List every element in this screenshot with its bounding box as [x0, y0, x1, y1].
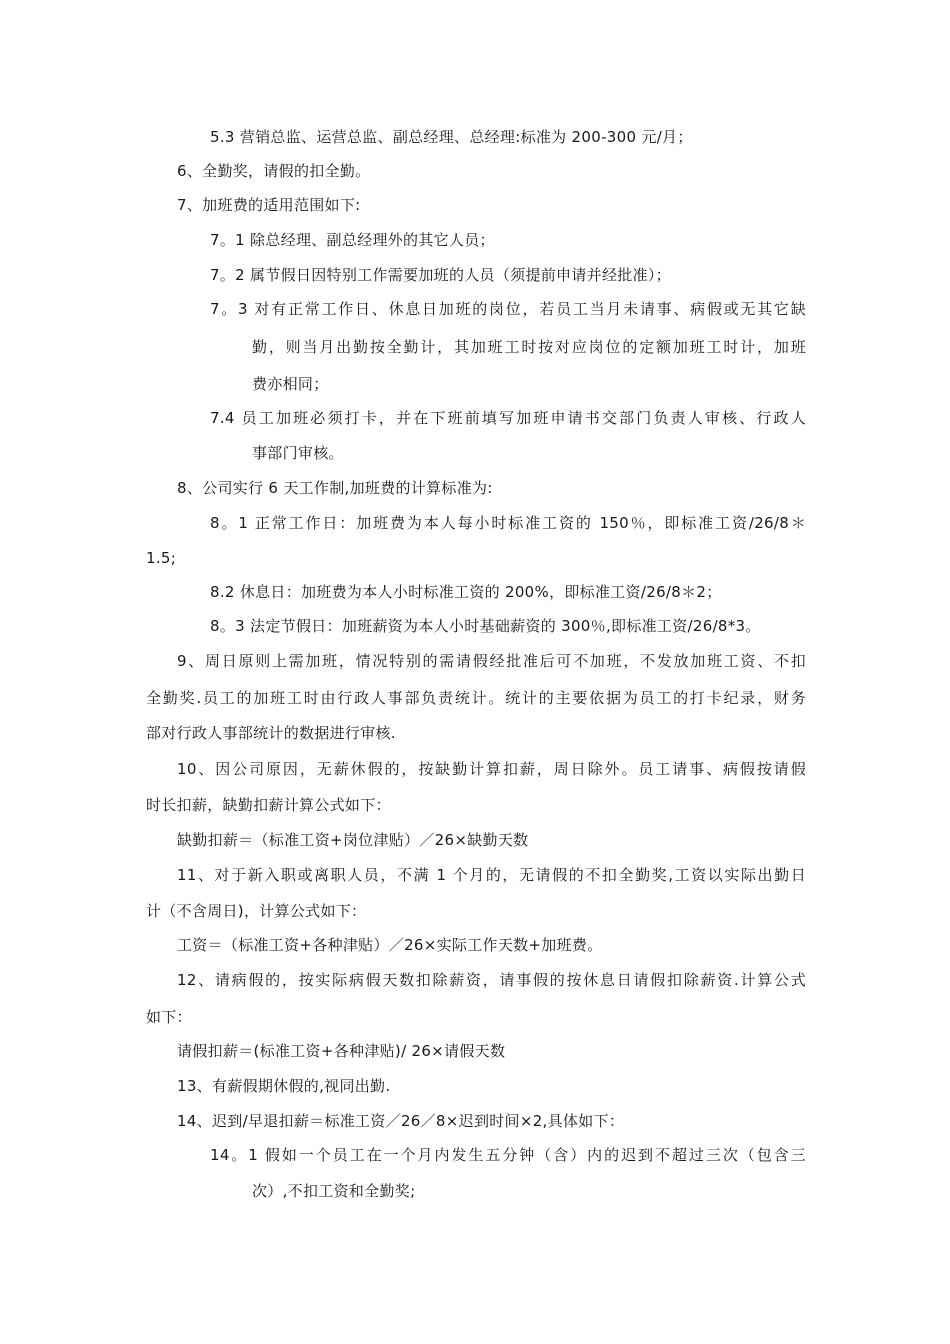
item-12-line1: 12、请病假的，按实际病假天数扣除薪资，请事假的按休息日请假扣除薪资.计算公式: [177, 971, 806, 989]
item-11-line2: 计（不含周日)，计算公式如下：: [146, 902, 367, 920]
item-5-3: 5.3 营销总监、运营总监、副总经理、总经理:标准为 200-300 元/月；: [210, 128, 693, 146]
item-7-4-line1: 7.4 员工加班必须打卡，并在下班前填写加班申请书交部门负责人审核、行政人: [210, 409, 806, 427]
item-9-line1: 9、周日原则上需加班，情况特别的需请假经批准后可不加班，不发放加班工资、不扣: [177, 652, 806, 670]
item-8: 8、公司实行 6 天工作制,加班费的计算标准为:: [177, 479, 493, 497]
item-7-3-line3: 费亦相同；: [252, 375, 329, 393]
item-7-3-line1: 7。3 对有正常工作日、休息日加班的岗位，若员工当月未请事、病假或无其它缺: [210, 300, 806, 318]
formula-salary: 工资＝（标准工资+各种津贴）／26×实际工作天数+加班费。: [177, 936, 603, 954]
item-9-line2: 全勤奖.员工的加班工时由行政人事部负责统计。统计的主要依据为员工的打卡纪录，财务: [146, 689, 806, 707]
item-7-3-line2: 勤，则当月出勤按全勤计，其加班工时按对应岗位的定额加班工时计，加班: [252, 338, 806, 356]
item-7-2: 7。2 属节假日因特别工作需要加班的人员（须提前申请并经批准）；: [210, 266, 671, 284]
item-14-1-line2: 次）,不扣工资和全勤奖;: [252, 1182, 416, 1200]
item-8-1-line2: 1.5;: [146, 549, 177, 567]
item-7-4-line2: 事部门审核。: [252, 444, 344, 462]
item-8-3: 8。3 法定节假日：加班薪资为本人小时基础薪资的 300％,即标准工资/26/8*3。: [210, 617, 761, 635]
formula-leave: 请假扣薪＝(标准工资+各种津贴)/ 26×请假天数: [177, 1042, 506, 1060]
item-11-line1: 11、对于新入职或离职人员，不满 1 个月的，无请假的不扣全勤奖,工资以实际出勤日: [177, 866, 806, 884]
item-14: 14、迟到/早退扣薪＝标准工资／26／8×迟到时间×2,具体如下：: [177, 1112, 625, 1130]
item-9-line3: 部对行政人事部统计的数据进行审核.: [146, 724, 396, 742]
item-6: 6、全勤奖，请假的扣全勤。: [177, 162, 371, 180]
item-7: 7、加班费的适用范围如下:: [177, 196, 361, 214]
item-12-line2: 如下：: [146, 1008, 192, 1026]
formula-absence: 缺勤扣薪＝（标准工资+岗位津贴）／26×缺勤天数: [177, 831, 529, 849]
item-10-line2: 时长扣薪，缺勤扣薪计算公式如下：: [146, 796, 391, 814]
item-7-1: 7。1 除总经理、副总经理外的其它人员；: [210, 231, 495, 249]
item-10-line1: 10、因公司原因，无薪休假的，按缺勤计算扣薪，周日除外。员工请事、病假按请假: [177, 760, 806, 778]
item-14-1-line1: 14。1 假如一个员工在一个月内发生五分钟（含）内的迟到不超过三次（包含三: [210, 1146, 806, 1164]
item-8-1-line1: 8。1 正常工作日：加班费为本人每小时标准工资的 150％，即标准工资/26/8＊: [210, 514, 806, 532]
item-13: 13、有薪假期休假的,视同出勤.: [177, 1077, 391, 1095]
item-8-2: 8.2 休息日：加班费为本人小时标准工资的 200%，即标准工资/26/8＊2；: [210, 583, 722, 601]
